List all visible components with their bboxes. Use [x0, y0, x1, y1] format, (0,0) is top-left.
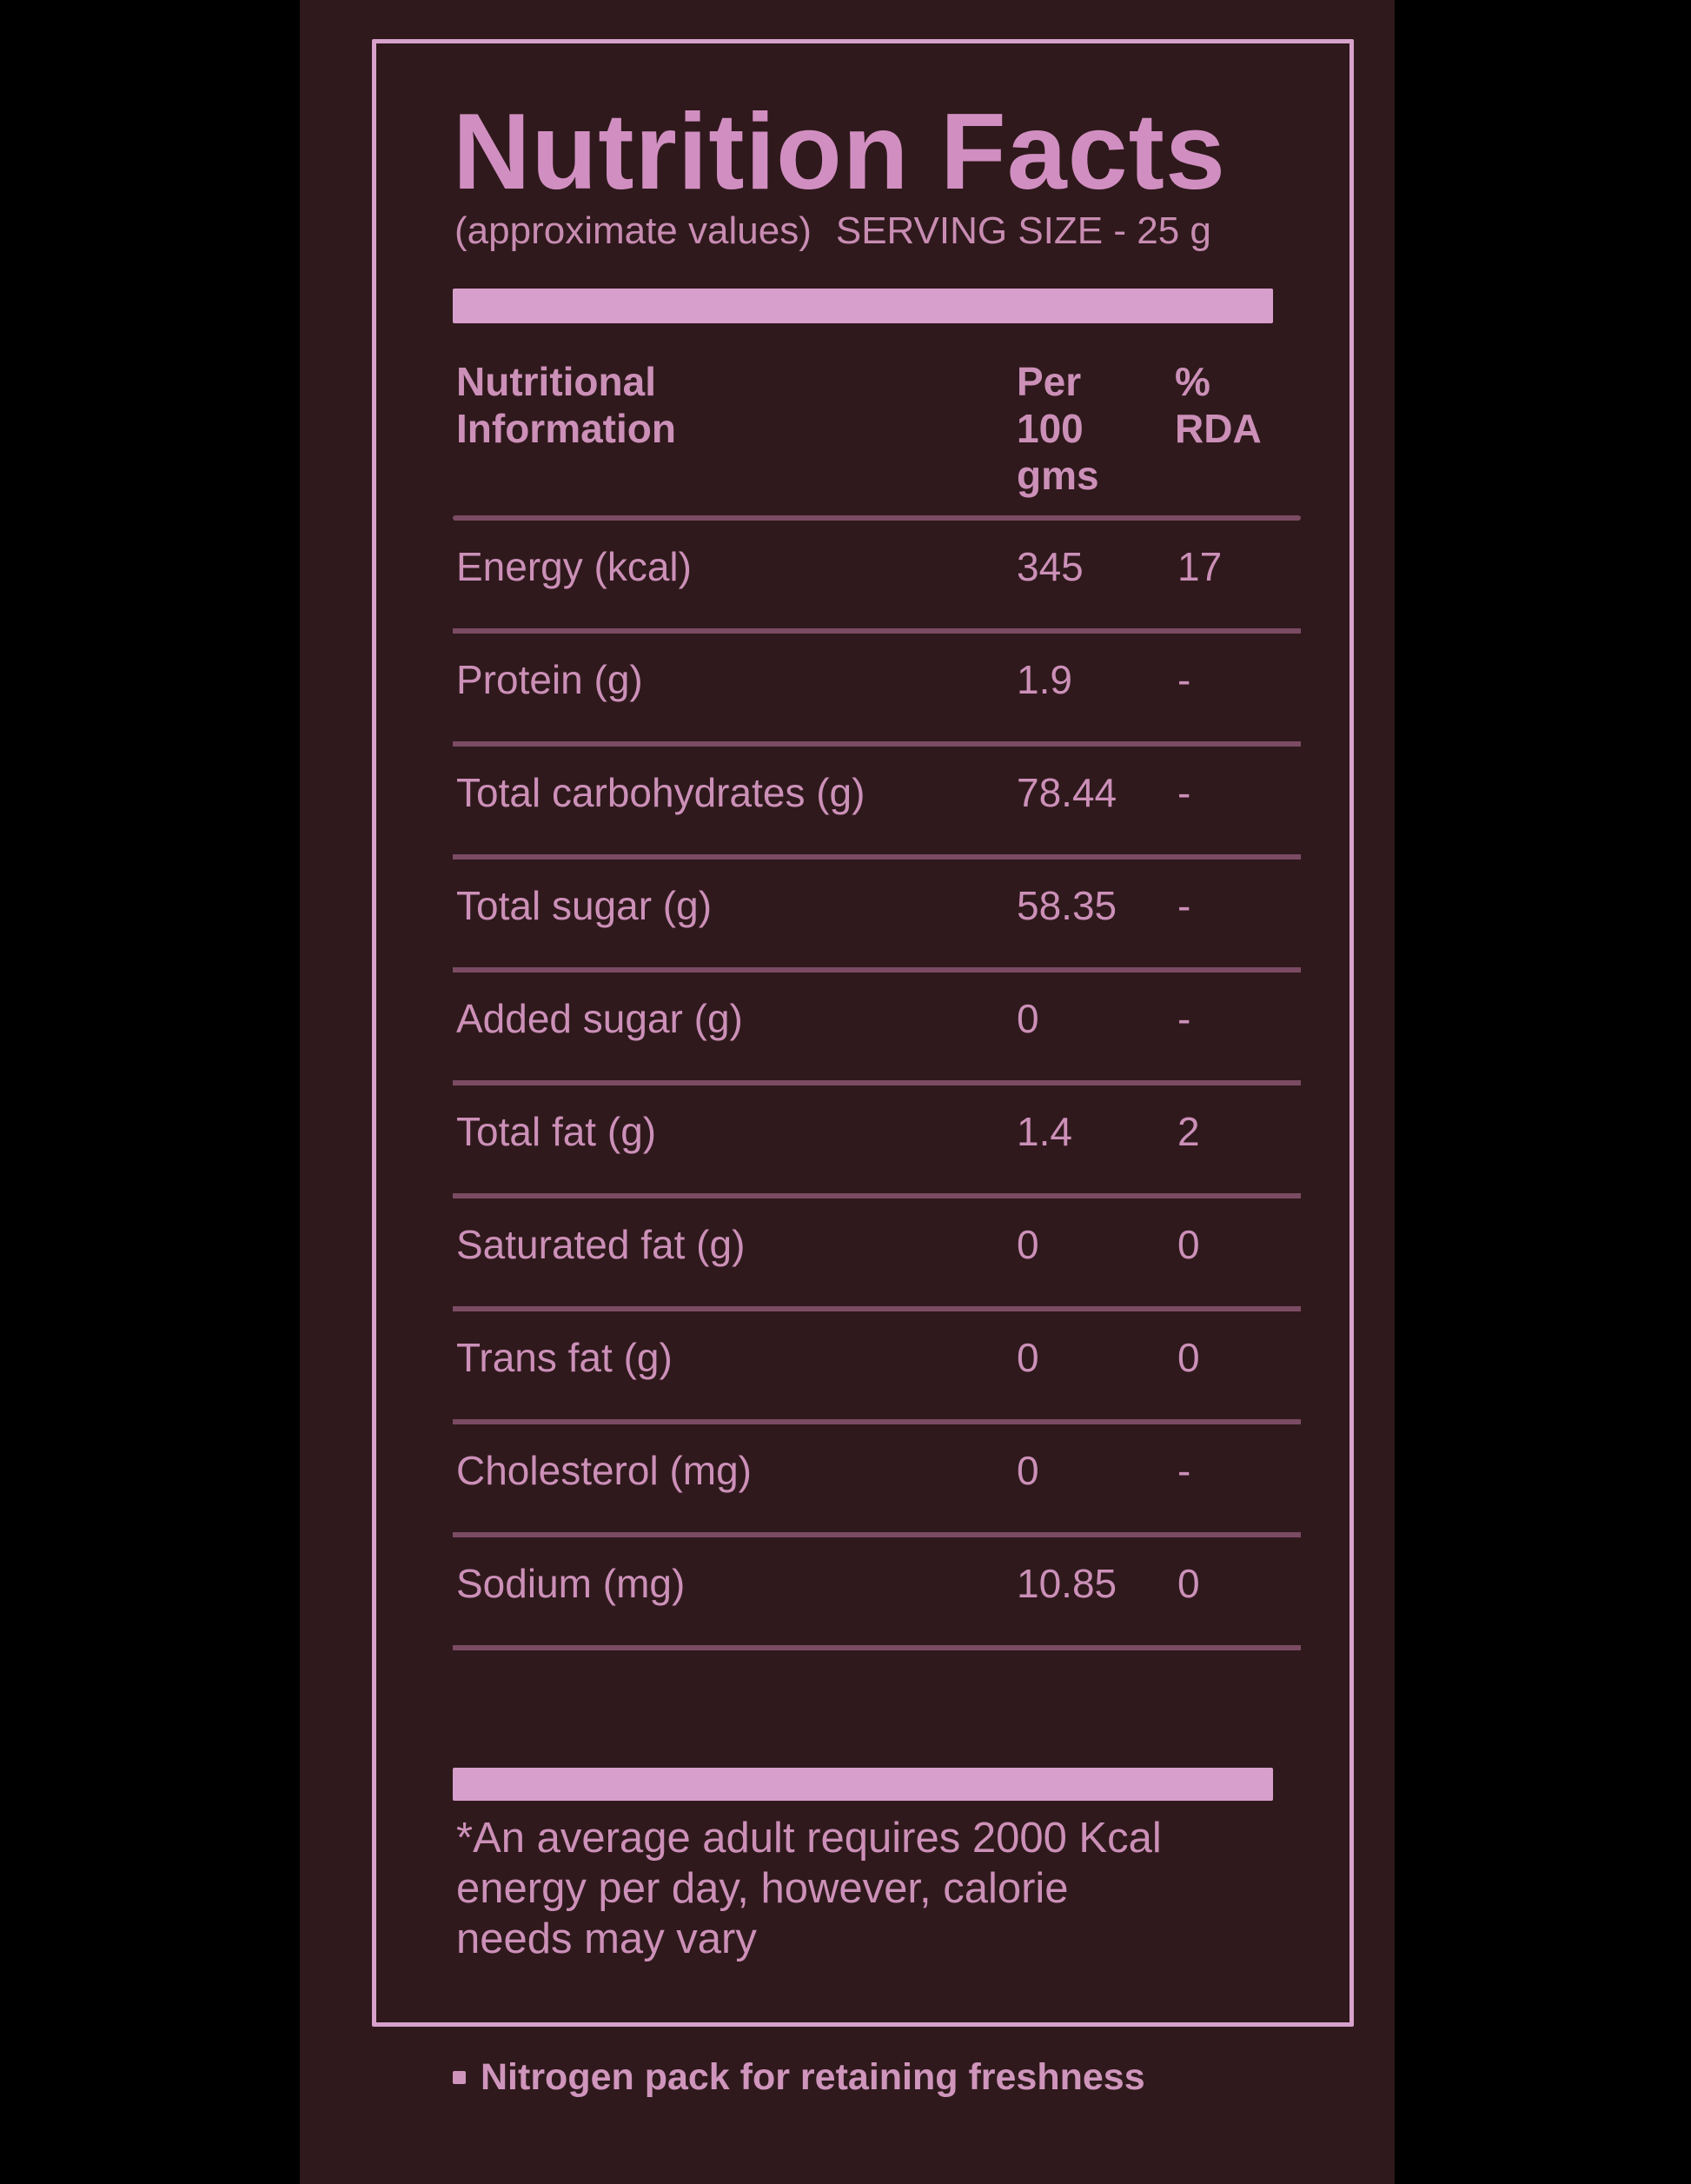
table-row [453, 634, 1301, 747]
rda-footnote-line: energy per day, however, calorie [456, 1865, 1069, 1912]
row-per100-value: 0 [1017, 1448, 1039, 1493]
row-name: Total fat (g) [456, 1109, 657, 1154]
table-row [453, 1085, 1301, 1198]
row-rda-value: - [1177, 657, 1191, 702]
row-rda-value: - [1177, 1448, 1191, 1493]
nitrogen-pack-note [453, 2056, 1145, 2098]
row-rda-value: 17 [1177, 544, 1223, 589]
table-row [453, 1537, 1301, 1650]
row-rda-value: - [1177, 883, 1191, 928]
row-per100-value: 345 [1017, 544, 1084, 589]
row-per100-value: 58.35 [1017, 883, 1117, 928]
row-rda-value: - [1177, 770, 1191, 815]
row-rda-value: 0 [1177, 1561, 1200, 1606]
row-rda-value: - [1177, 996, 1191, 1041]
row-name: Added sugar (g) [456, 996, 743, 1041]
table-row [453, 973, 1301, 1085]
top-divider-bar [453, 289, 1273, 323]
approximate-values-note: (approximate values) [454, 209, 812, 252]
row-per100-value: 1.4 [1017, 1109, 1072, 1154]
row-name: Saturated fat (g) [456, 1222, 746, 1267]
row-name: Cholesterol (mg) [456, 1448, 752, 1493]
table-row [453, 1424, 1301, 1537]
table-row [453, 860, 1301, 973]
label-subtitle [454, 209, 1289, 254]
column-header-nutritional-information: Nutritional Information [456, 359, 676, 451]
square-bullet-icon [453, 2071, 466, 2084]
row-name: Energy (kcal) [456, 544, 692, 589]
rda-footnote-line: needs may vary [456, 1915, 757, 1962]
rda-footnote [456, 1813, 1290, 1964]
row-rda-value: 2 [1177, 1109, 1200, 1154]
row-name: Total carbohydrates (g) [456, 770, 865, 815]
nitrogen-pack-text: Nitrogen pack for retaining freshness [481, 2056, 1145, 2098]
table-row [453, 1311, 1301, 1424]
table-row [453, 747, 1301, 860]
row-name: Total sugar (g) [456, 883, 713, 928]
row-rda-value: 0 [1177, 1335, 1200, 1380]
row-per100-value: 78.44 [1017, 770, 1117, 815]
row-name: Sodium (mg) [456, 1561, 686, 1606]
row-per100-value: 0 [1017, 996, 1039, 1041]
row-per100-value: 1.9 [1017, 657, 1072, 702]
label-title: Nutrition Facts [453, 92, 1226, 212]
nutrition-table [453, 521, 1301, 1650]
row-per100-value: 10.85 [1017, 1561, 1117, 1606]
row-name: Protein (g) [456, 657, 643, 702]
row-per100-value: 0 [1017, 1335, 1039, 1380]
table-row [453, 1198, 1301, 1311]
row-name: Trans fat (g) [456, 1335, 673, 1380]
column-header-per-100-gms: Per 100 gms [1017, 359, 1099, 498]
bottom-divider-bar [453, 1768, 1273, 1801]
column-header-percent-rda: % RDA [1175, 359, 1262, 451]
serving-size-text: SERVING SIZE - 25 g [835, 209, 1211, 252]
row-rda-value: 0 [1177, 1222, 1200, 1267]
row-per100-value: 0 [1017, 1222, 1039, 1267]
rda-footnote-line: *An average adult requires 2000 Kcal [456, 1815, 1162, 1862]
table-row [453, 521, 1301, 634]
